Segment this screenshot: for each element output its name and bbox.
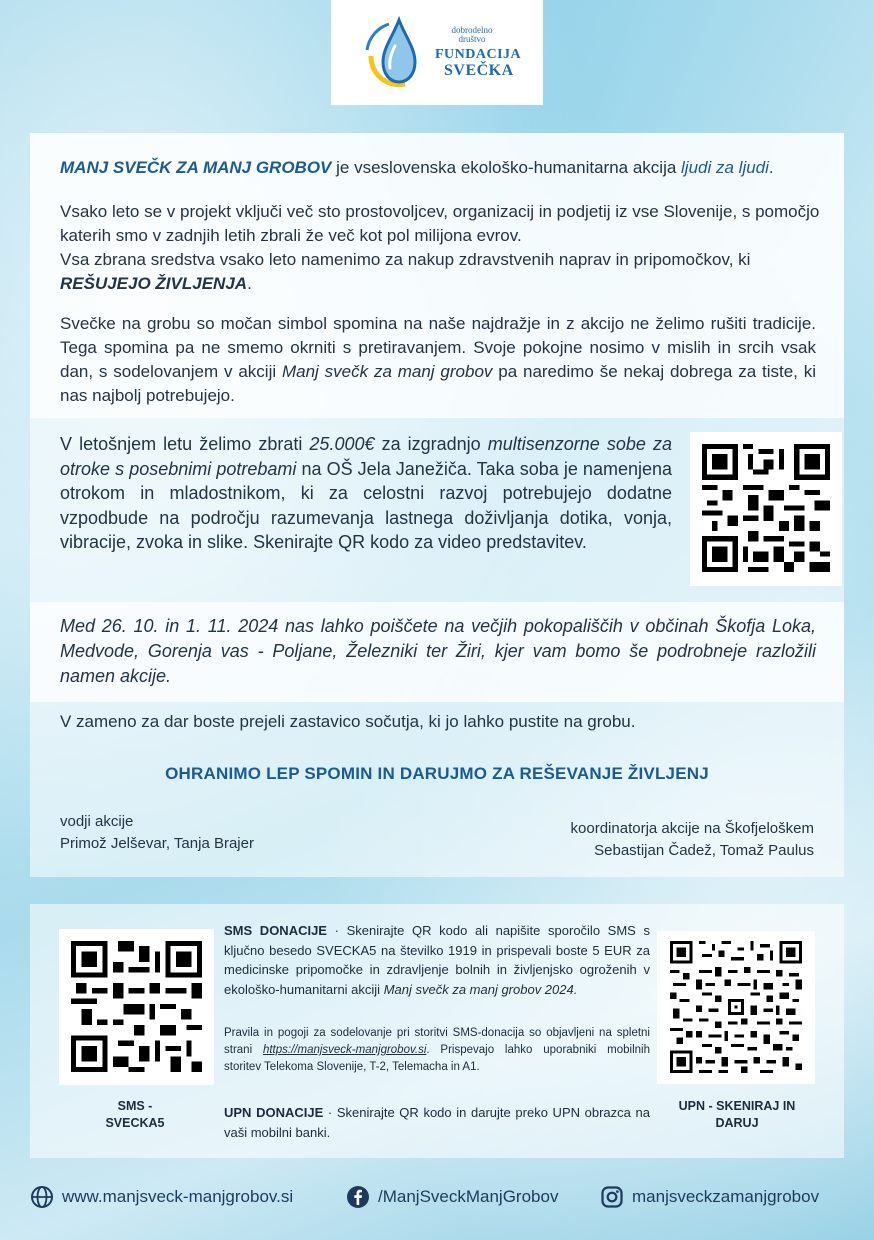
video-qr-code[interactable] bbox=[690, 432, 842, 586]
paragraph-dates: Med 26. 10. in 1. 11. 2024 nas lahko poiščete na večjih pokopališčih v občinah Škofja Loka, Medvode, Gorenja vas - Poljane, Železniki ter Žiri, kjer vam bomo še podrobneje razložili namen akcije. bbox=[60, 616, 816, 686]
headline: OHRANIMO LEP SPOMIN IN DARUJMO ZA REŠEVANJE ŽIVLJENJ bbox=[165, 764, 709, 783]
sms-rules-text: Pravila in pogoji za sodelovanje pri storitvi SMS-donacija so objavljeni na spletni strani https://manjsveck-manjgrobov.si. Prispevajo lahko uporabniki mobilnih storitev Telekoma Slovenije, T-2, Telemacha in A1. bbox=[224, 1027, 650, 1073]
logo-name-line2: SVEČKA bbox=[444, 62, 514, 79]
paragraph-tradition: Svečke na grobu so močan simbol spomina na naše najdražje in z akcijo ne želimo rušiti tradicije. Tega spomina pa ne smemo okrniti s pretiravanjem. Svoje pokojne nosimo v mislih in srcih vsak dan, s sodelovanjem v akciji Manj svečk za manj grobov pa naredimo še nekaj dobrega za tiste, ki nas najbolj potrebujejo. bbox=[60, 314, 817, 405]
upn-qr-code[interactable] bbox=[657, 931, 815, 1084]
paragraph-volunteers: Vsako leto se v projekt vključi več sto prostovoljcev, organizacij in podjetij iz vse Slovenije, s pomočjo katerih smo v zadnjih letih zbrali že več kot pol milijona evrov. Vsa zbrana sredstva vsako leto namenimo za nakup zdravstvenih naprav in pripomočkov, ki REŠUJEJO ŽIVLJENJA. bbox=[60, 202, 820, 293]
sms-qr-code[interactable] bbox=[59, 929, 214, 1085]
upn-label: UPN DONACIJE bbox=[224, 1105, 324, 1120]
footer-facebook[interactable]: /ManjSveckManjGrobov bbox=[346, 1182, 558, 1212]
paragraph-flag: V zameno za dar boste prejeli zastavico sočutja, ki jo lahko pustite na grobu. bbox=[60, 712, 636, 731]
sms-label: SMS DONACIJE bbox=[224, 923, 327, 938]
qr-code-icon bbox=[71, 941, 202, 1072]
logo-small-text: dobrodelno društvo bbox=[451, 25, 493, 44]
logo-name-line1: FUNDACIJA bbox=[435, 47, 522, 62]
qr-code-icon bbox=[702, 444, 830, 572]
globe-icon bbox=[30, 1185, 54, 1209]
emphasis-saves-lives: REŠUJEJO ŽIVLJENJA bbox=[60, 274, 248, 293]
qr-code-icon bbox=[670, 941, 802, 1073]
slogan: ljudi za ljudi bbox=[681, 158, 769, 177]
footer-website[interactable]: www.manjsveck-manjgrobov.si bbox=[30, 1182, 293, 1212]
goal-amount: 25.000€ bbox=[309, 434, 375, 454]
sms-donation-text: SMS DONACIJE · Skenirajte QR kodo ali napišite sporočilo SMS s ključno besedo SVECKA5 na številko 1919 in prispevali boste 5 EUR za medicinske pripomočke in zdravljenje bolnih in življenjsko ogroženih v ekološko-humanitarni akciji Manj svečk za manj grobov 2024. bbox=[224, 923, 650, 997]
rules-link[interactable]: https://manjsveck-manjgrobov.si bbox=[262, 1044, 427, 1056]
signature-leaders: vodji akcije Primož Jelševar, Tanja Brajer bbox=[60, 813, 254, 852]
upn-qr-caption: UPN - SKENIRAJ IN DARUJ bbox=[678, 1099, 796, 1130]
paragraph-goal: V letošnjem letu želimo zbrati 25.000€ za izgradnjo multisenzorne sobe za otroke s posebnimi potrebami na OŠ Jela Janežiča. Taka soba je namenjena otrokom in mladostnikom, ki za celostni razvoj potrebujejo dodatne vzpodbude na področju razumevanja lastnega doživljanja dotika, vonja, vibracije, zvoka in slike. Skenirajte QR kodo za video predstavitev. bbox=[60, 434, 673, 552]
intro-paragraph: MANJ SVEČK ZA MANJ GROBOV je vseslovenska ekološko-humanitarna akcija ljudi za ljudi. bbox=[60, 158, 774, 177]
signature-coordinators: koordinatorja akcije na Škofjeloškem Sebastijan Čadež, Tomaž Paulus bbox=[570, 820, 814, 859]
sms-qr-caption: SMS - SVECKA5 bbox=[105, 1099, 165, 1130]
facebook-icon bbox=[346, 1185, 370, 1209]
logo bbox=[331, 0, 543, 105]
footer-instagram[interactable]: manjsveckzamanjgrobov bbox=[600, 1182, 819, 1212]
goal-room: multisenzorne sobe za otroke s posebnimi potrebami bbox=[60, 434, 672, 479]
campaign-name: MANJ SVEČK ZA MANJ GROBOV bbox=[60, 158, 332, 177]
upn-donation-text: UPN DONACIJE · Skenirajte QR kodo in darujte preko UPN obrazca na vaši mobilni banki. bbox=[224, 1105, 650, 1140]
candle-drop-icon bbox=[359, 16, 439, 91]
instagram-icon bbox=[600, 1185, 624, 1209]
